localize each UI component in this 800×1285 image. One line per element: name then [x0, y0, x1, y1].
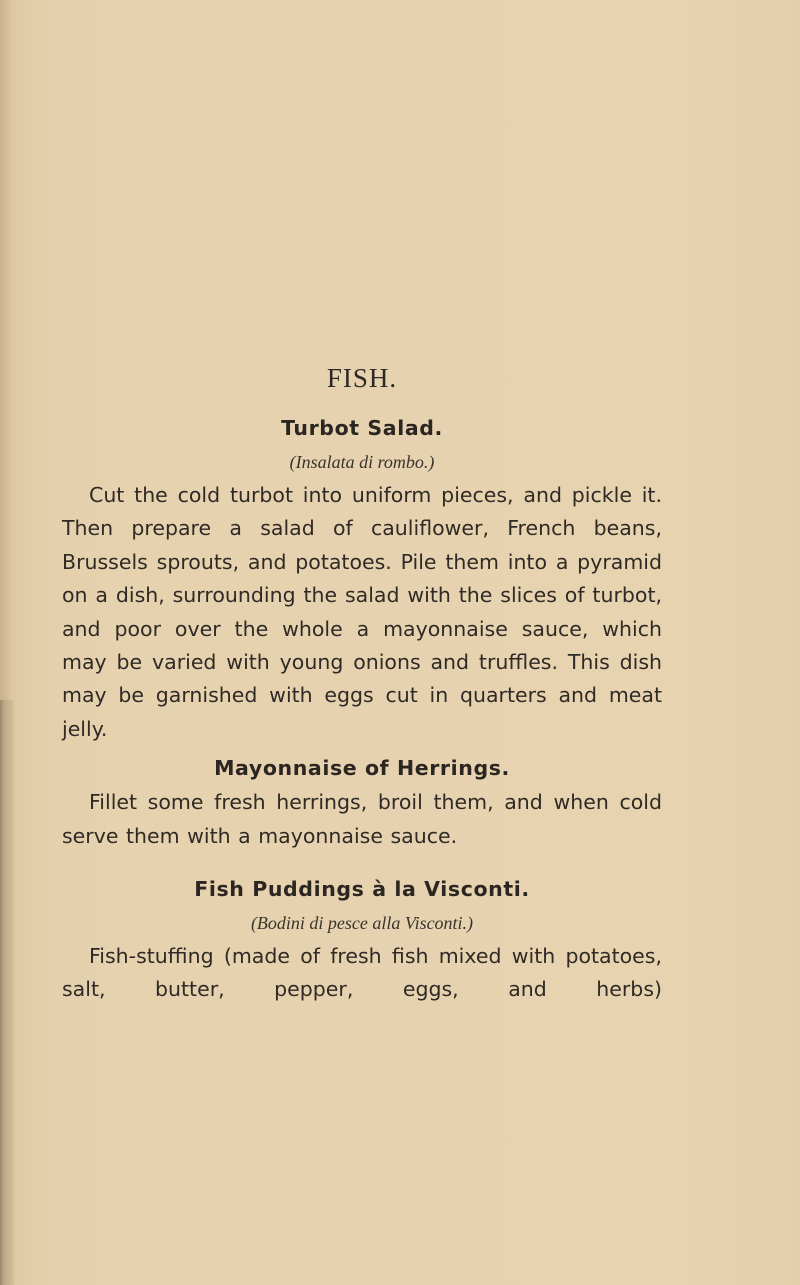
- recipe-turbot-salad: [62, 416, 662, 746]
- recipe-mayonnaise-of-herrings: [62, 756, 662, 853]
- page-edge-shadow-top: [0, 0, 10, 700]
- recipe-subtitle: (Insalata di rombo.): [289, 452, 435, 472]
- spacer: [62, 863, 662, 877]
- page-edge-shadow: [0, 700, 14, 1285]
- recipe-subtitle: (Bodini di pesce alla Visconti.): [250, 913, 474, 934]
- section-heading: FISH.: [326, 363, 398, 393]
- recipe-body: Cut the cold turbot into uniform pieces, and pickle it. Then prepare a salad of cauliflower, French beans, Brussels sprouts, and potatoes. Pile them into a pyramid on a dish, surrounding the salad with the slices of turbot, and poor over the whole a mayonnaise sauce, which may be varied with young onions and truffles. This dish may be garnished with eggs cut in quarters and meat jelly.: [62, 483, 662, 741]
- recipe-fish-puddings-visconti: [62, 863, 662, 1007]
- page-content: [62, 363, 662, 1017]
- recipe-title: Fish Puddings à la Visconti.: [194, 877, 530, 902]
- recipe-title: Mayonnaise of Herrings.: [214, 756, 510, 781]
- recipe-body: Fish-stuffing (made of fresh fish mixed with potatoes, salt, butter, pepper, eggs, and herbs): [62, 944, 662, 1002]
- recipe-title: Turbot Salad.: [281, 416, 443, 440]
- recipe-body: Fillet some fresh herrings, broil them, and when cold serve them with a mayonnaise sauce.: [62, 790, 662, 848]
